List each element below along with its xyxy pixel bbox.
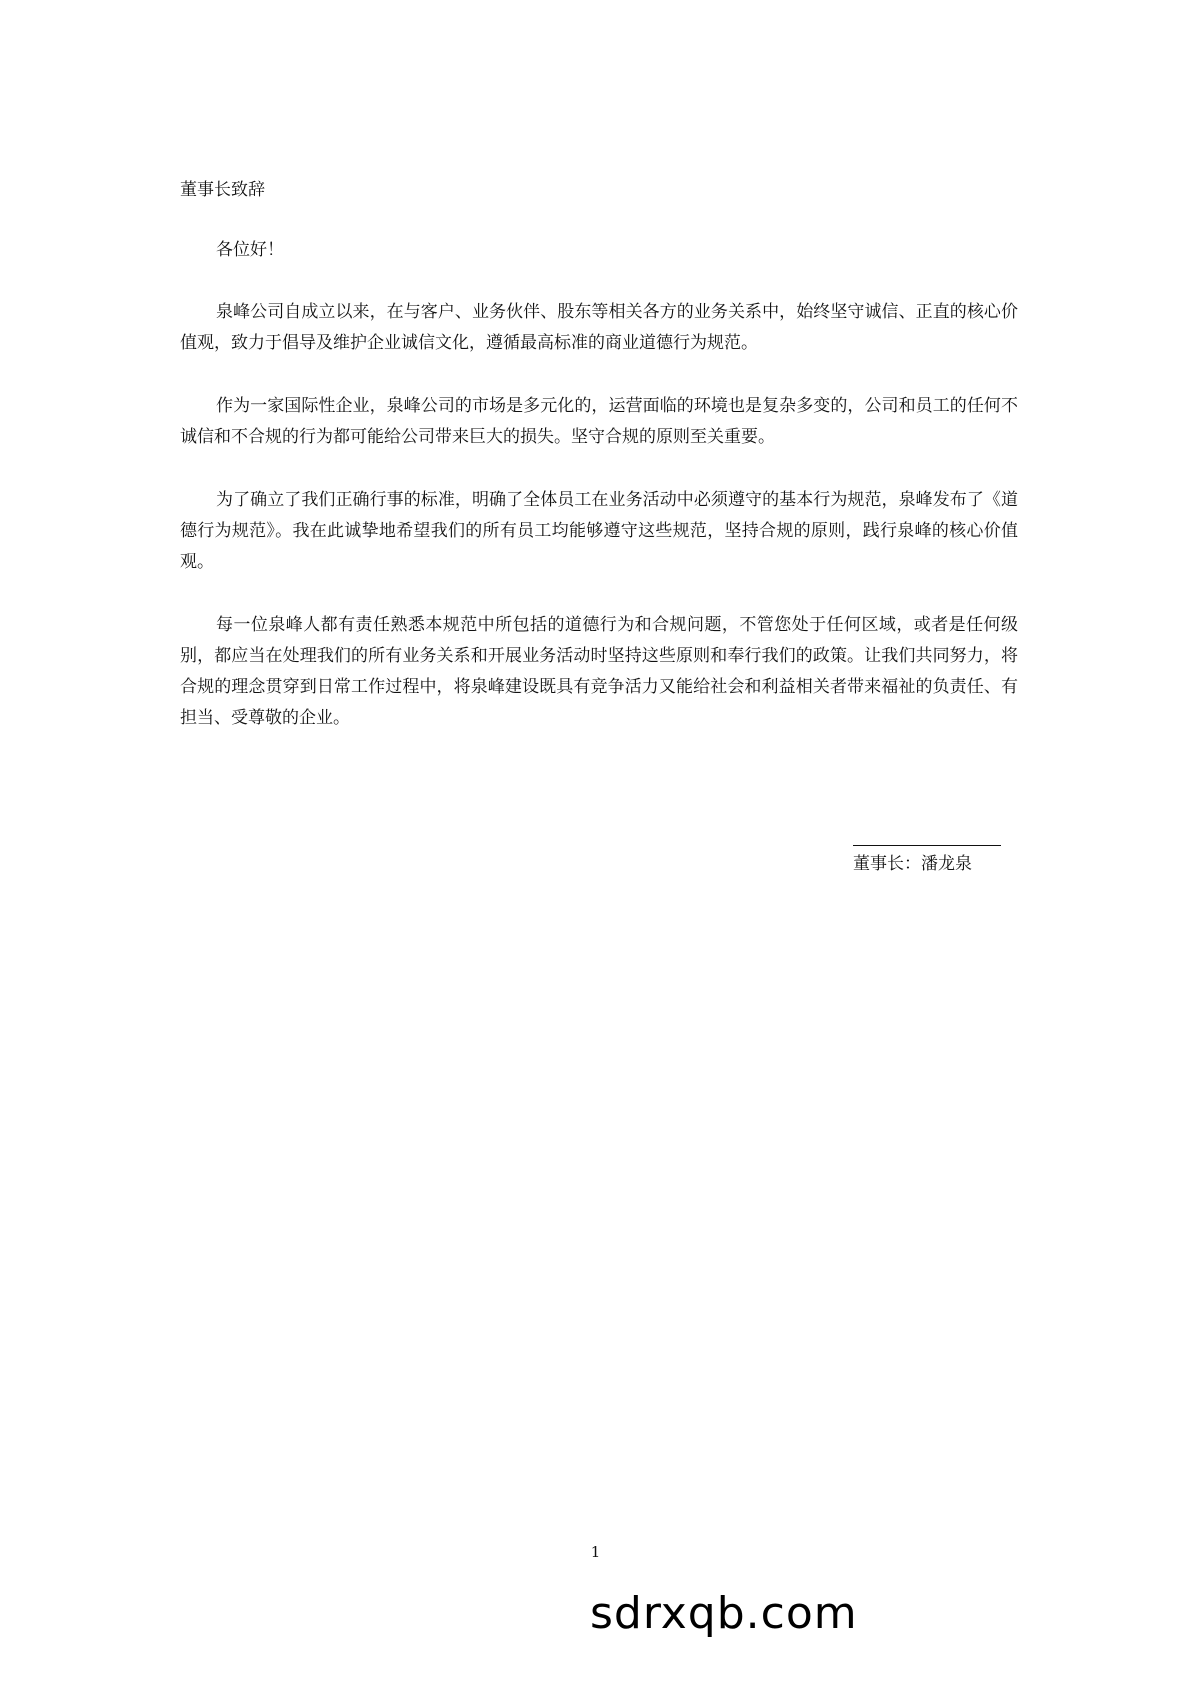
signature-block (853, 845, 1003, 876)
paragraph-4: 每一位泉峰人都有责任熟悉本规范中所包括的道德行为和合规问题，不管您处于任何区域，或者是任何级别，都应当在处理我们的所有业务关系和开展业务活动时坚持这些原则和奉行我们的政策。让我们共同努力，将合规的理念贯穿到日常工作过程中，将泉峰建设既具有竞争活力又能给社会和利益相关者带来福祉的负责任、有担当、受尊敬的企业。 (180, 615, 1018, 728)
watermark-text: sdrxqb.com (590, 1588, 858, 1639)
page-title: 董事长致辞 (180, 180, 265, 200)
document-body (180, 175, 1018, 766)
signature-text: 董事长：潘龙泉 (853, 854, 972, 874)
greeting: 各位好！ (216, 240, 284, 260)
signature-line (853, 845, 1001, 846)
paragraph-2: 作为一家国际性企业，泉峰公司的市场是多元化的，运营面临的环境也是复杂多变的，公司和员工的任何不诚信和不合规的行为都可能给公司带来巨大的损失。坚守合规的原则至关重要。 (180, 396, 1018, 447)
paragraph-3: 为了确立了我们正确行事的标准，明确了全体员工在业务活动中必须遵守的基本行为规范，泉峰发布了《道德行为规范》。我在此诚挚地希望我们的所有员工均能够遵守这些规范，坚持合规的原则，践行泉峰的核心价值观。 (180, 490, 1018, 572)
paragraph-1: 泉峰公司自成立以来，在与客户、业务伙伴、股东等相关各方的业务关系中，始终坚守诚信、正直的核心价值观，致力于倡导及维护企业诚信文化，遵循最高标准的商业道德行为规范。 (180, 302, 1018, 353)
page-number: 1 (590, 1543, 601, 1561)
